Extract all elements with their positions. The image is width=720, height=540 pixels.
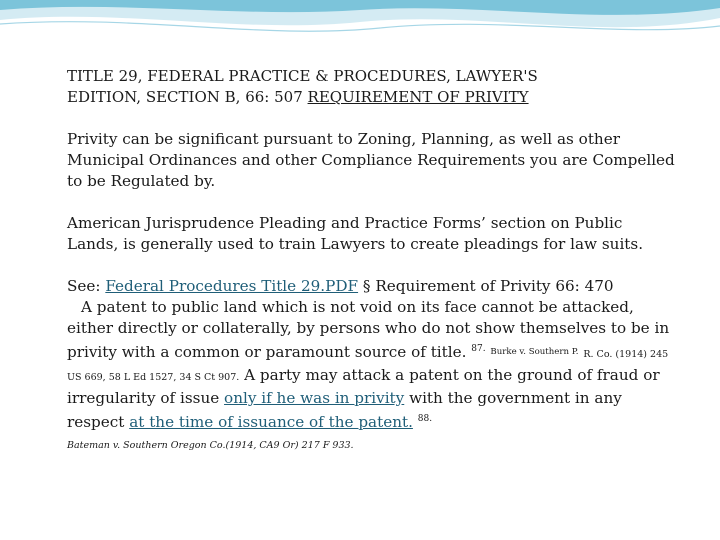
slide-content <box>67 66 677 456</box>
patent-text-2: A party may attack a patent on the ground of fraud or irregularity of issue <box>67 366 660 407</box>
underlined-privity-phrase: only if he was in privity <box>224 389 405 407</box>
title-underlined-heading: REQUIREMENT OF PRIVITY <box>307 88 529 106</box>
underlined-issuance-phrase: at the time of issuance of the patent. <box>129 413 413 431</box>
title-line-2: EDITION, SECTION B, 66: 507 <box>67 88 303 106</box>
patent-text-1: A patent to public land which is not void on its face cannot be attacked, either directly or collaterally, by persons who do not show themselves to be in privity with a common or paramount source of title. <box>67 298 670 361</box>
citation-87-part-b: R. Co. (1914) 245 US 669, 58 L Ed 1527, 34 S Ct 907. <box>67 349 669 383</box>
footnote-87-marker: 87. <box>471 344 486 354</box>
slide-title <box>67 66 677 108</box>
title-line-1: TITLE 29, FEDERAL PRACTICE & PROCEDURES, LAWYER'S <box>67 67 538 85</box>
requirement-reference: § Requirement of Privity 66: 470 <box>362 277 614 295</box>
footnote-88-marker: 88. <box>417 414 433 424</box>
paragraph-jurisprudence: American Jurisprudence Pleading and Practice Forms’ section on Public Lands, is generally used to train Lawyers to create pleadings for law suits. <box>67 214 644 253</box>
see-label: See: <box>67 277 101 295</box>
paragraph-see <box>67 276 677 456</box>
header-wave-decoration <box>0 0 720 60</box>
citation-88: Bateman v. Southern Oregon Co.(1914, CA9 Or) 217 F 933. <box>67 440 354 451</box>
patent-text-3: with the government in any respect <box>67 389 622 431</box>
citation-87-part-a: Burke v. Southern P. <box>490 347 579 357</box>
paragraph-privity: Privity can be significant pursuant to Zoning, Planning, as well as other Municipal Ordinances and other Compliance Requirements you are Compelled to be Regulated by. <box>67 130 675 190</box>
federal-procedures-link[interactable]: Federal Procedures Title 29.PDF <box>105 277 359 295</box>
